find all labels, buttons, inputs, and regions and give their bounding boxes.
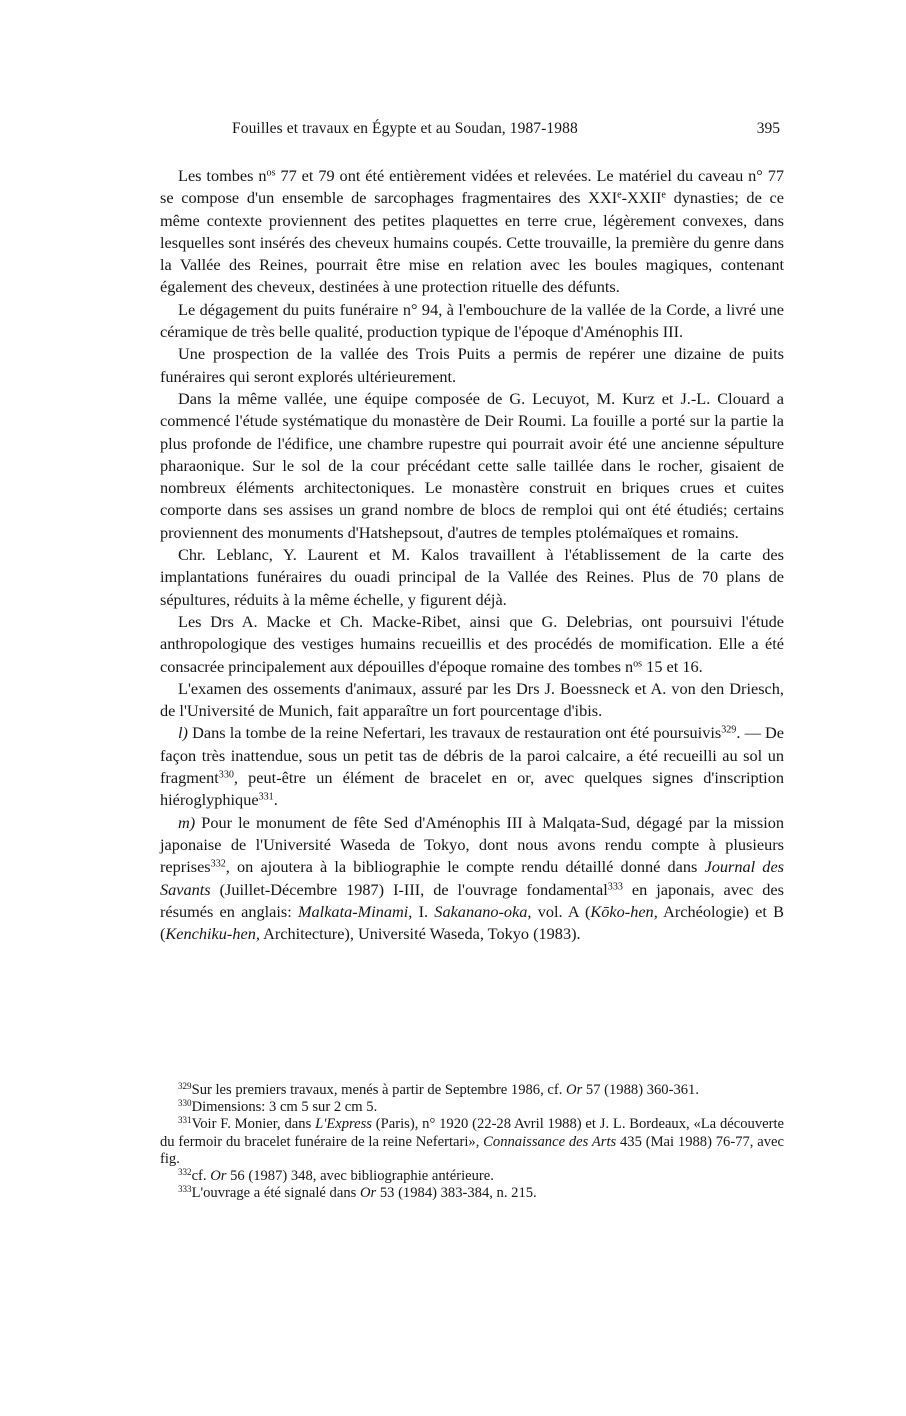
running-head <box>160 120 784 142</box>
footnote-ref: 330 <box>218 769 234 781</box>
footnote-ref: 333 <box>607 880 623 892</box>
footnote-332 <box>160 1168 784 1185</box>
section-letter: m) <box>178 812 196 832</box>
text-run: Les tombes n <box>178 166 267 185</box>
paragraph-nefertari <box>160 722 784 811</box>
paragraph-anthropologie <box>160 611 784 678</box>
paragraph-carte: Chr. Leblanc, Y. Laurent et M. Kalos travaillent à l'établissement de la carte des implantations funéraires du ouadi principal de la Vallée des Reines. Plus de 70 plans de sépultures, réduits à la même échelle, y figurent déjà. <box>160 545 784 609</box>
italic-title: Journal des Savants <box>160 857 785 899</box>
italic-title: Sakanano-oka, <box>434 901 532 921</box>
italic-title: Or <box>210 1168 227 1185</box>
footnote-number: 333 <box>178 1184 192 1195</box>
italic-title: L'Express <box>315 1116 372 1133</box>
text-run: Architecture), Université Waseda, Tokyo (1983). <box>259 924 581 944</box>
text-run: vol. A ( <box>531 901 591 921</box>
running-title: Fouilles et travaux en Égypte et au Soudan, 1987-1988 <box>232 120 578 137</box>
paragraph-tombes <box>160 165 784 299</box>
footnote-number: 330 <box>178 1098 192 1109</box>
text-run: 57 (1988) 360-361. <box>582 1082 699 1098</box>
section-letter: l) <box>178 723 188 743</box>
text-run: 435 (Mai 1988) 76-77, avec fig. <box>160 1133 784 1167</box>
page-number: 395 <box>756 120 780 137</box>
footnote-ref: 331 <box>258 791 274 803</box>
superscript: os <box>633 657 643 669</box>
superscript: os <box>266 167 276 179</box>
footnote-333 <box>160 1185 784 1202</box>
footnote-330 <box>160 1099 784 1116</box>
text-run: , peut-être un élément de bracelet en or, avec quelques signes d'inscription hiéroglyphique <box>160 768 784 810</box>
italic-title: Or <box>359 1185 377 1202</box>
footnote-ref: 332 <box>210 858 226 870</box>
text-run: Archéologie) et B ( <box>160 901 785 944</box>
paragraph-puits-94: Le dégagement du puits funéraire n° 94, à l'embouchure de la vallée de la Corde, a livré une céramique de très belle qualité, production typique de l'époque d'Aménophis III. <box>160 299 784 342</box>
footnote-ref: 329 <box>721 724 737 736</box>
text-run: I. <box>412 901 435 921</box>
text-run: -XXII <box>621 188 662 208</box>
text-run: 15 et 16. <box>642 656 703 676</box>
text-run: Dans la tombe de la reine Nefertari, les travaux de restauration ont été poursuivis <box>187 723 722 743</box>
text-run: (Paris), n° 1920 (22-28 Avril 1988) et J. L. Bordeaux, «La découverte du fermoir du bracelet funéraire de la reine Nefertari», <box>160 1116 784 1150</box>
text-run: Sur les premiers travaux, menés à partir de Septembre 1986, cf. <box>191 1082 567 1098</box>
text-run: L'ouvrage a été signalé dans <box>191 1185 360 1202</box>
paragraph-deir-roumi: Dans la même vallée, une équipe composée de G. Lecuyot, M. Kurz et J.-L. Clouard a commencé l'étude systématique du monastère de Deir Roumi. La fouille a porté sur la partie la plus profonde de l'édifice, une chambre rupestre qui pourrait avoir été une ancienne sépulture pharaonique. Sur le sol de la cour précédant cette salle taillée dans le rocher, gisaient de nombreux éléments architectoniques. Le monastère construit en briques crues et cuites comporte dans ses assises un grand nombre de blocs de remploi qui ont été étudiés; certains proviennent des monuments d'Hatshepsout, d'autres de temples ptolémaïques et romains. <box>160 388 784 542</box>
paragraph-trois-puits: Une prospection de la vallée des Trois Puits a permis de repérer une dizaine de puits funéraires qui seront explorés ultérieurement. <box>160 344 784 386</box>
footnotes <box>160 1082 784 1202</box>
footnote-number: 331 <box>178 1115 192 1126</box>
text-run: cf. <box>191 1168 211 1185</box>
superscript: e <box>617 189 622 201</box>
text-run: 53 (1984) 383-384, n. 215. <box>376 1185 537 1202</box>
text-run: 77 et 79 ont été entièrement vidées et relevées. Le matériel du caveau n° 77 se compose d'un ensemble de sarcophages fragmentaires des XXI <box>160 166 785 208</box>
text-run: Voir F. Monier, dans <box>191 1116 316 1133</box>
footnote-329 <box>160 1082 784 1099</box>
text-run: en japonais, avec des résumés en anglais: <box>160 879 784 921</box>
italic-title: Or <box>566 1082 583 1098</box>
italic-title: Connaissance des Arts <box>483 1133 617 1150</box>
paragraph-malqata <box>160 812 784 946</box>
superscript: e <box>661 189 666 201</box>
footnote-number: 332 <box>178 1167 192 1178</box>
text-run: 56 (1987) 348, avec bibliographie antérieure. <box>226 1168 494 1185</box>
text-run: Dimensions: 3 cm 5 sur 2 cm 5. <box>191 1099 378 1116</box>
text-run: dynasties; de ce même contexte proviennent des petites plaquettes en terre crue, légèrement convexes, dans lesquelles sont insérés des cheveux humains coupés. Cette trouvaille, la première du genre dans la Vallée des Reines, pourrait être mise en relation avec les boules magiques, contenant également des cheveux, destinées à une protection rituelle des défunts. <box>160 188 784 297</box>
italic-title: Kenchiku-hen, <box>165 924 260 944</box>
text-run: . <box>273 790 278 810</box>
text-run: (Juillet-Décembre 1987) I-III, de l'ouvrage fondamental <box>210 879 608 899</box>
italic-title: Kōko-hen, <box>590 901 658 921</box>
paragraph-ossements: L'examen des ossements d'animaux, assuré par les Drs J. Boessneck et A. von den Driesch, de l'Université de Munich, fait apparaître un fort pourcentage d'ibis. <box>160 678 784 721</box>
body-text <box>160 165 784 945</box>
text-run: , on ajoutera à la bibliographie le compte rendu détaillé donné dans <box>225 857 705 877</box>
text-run: Les Drs A. Macke et Ch. Macke-Ribet, ainsi que G. Delebrias, ont poursuivi l'étude anthropologique des vestiges humains recueillis et des procédés de momification. Elle a été consacrée principalement aux dépouilles d'époque romaine des tombes n <box>160 611 784 676</box>
footnote-331 <box>160 1116 784 1168</box>
italic-title: Malkata-Minami, <box>297 901 413 921</box>
text-run: . — De façon très inattendue, sous un petit tas de débris de la paroi calcaire, a été recueilli au sol un fragment <box>160 723 784 788</box>
footnote-number: 329 <box>178 1081 192 1092</box>
text-run: Pour le monument de fête Sed d'Aménophis III à Malqata-Sud, dégagé par la mission japonaise de l'Université Waseda de Tokyo, dont nous avons rendu compte à plusieurs reprises <box>160 812 784 877</box>
